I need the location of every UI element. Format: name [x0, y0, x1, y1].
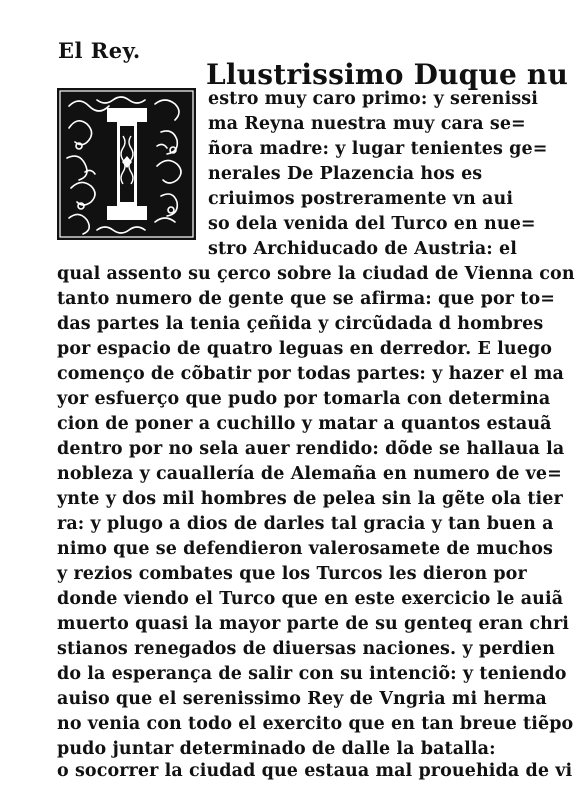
svg-text:I: I [127, 238, 128, 239]
text-line: tanto numero de gente que se afirma: que por to= [57, 289, 555, 309]
text-line: cion de poner a cuchillo y matar a quantos estauã [57, 414, 552, 434]
text-line: no venia con todo el exercito que en tan breue tiẽpo [57, 714, 574, 734]
text-line: ra: y plugo a dios de darles tal gracia y tan buen a [57, 514, 554, 534]
text-line: dentro por no sela auer rendido: dõde se hallaua la [57, 439, 565, 459]
text-line: qual assento su çerco sobre la ciudad de Vienna con [57, 264, 575, 284]
text-line: estro muy caro primo: y serenissi [208, 89, 539, 109]
text-line: nerales De Plazencia hos es [208, 164, 483, 184]
text-line: ynte y dos mil hombres de pelea sin la gẽte ola tier [57, 489, 563, 509]
text-line: començo de cõbatir por todas partes: y hazer el ma [57, 364, 564, 384]
text-line: nobleza y cauallería de Alemaña en numero de ve= [57, 464, 562, 484]
text-line: ma Reyna nuestra muy cara se= [208, 114, 526, 134]
text-line: yor esfuerço que pudo por tomarla con determina [57, 389, 551, 409]
text-line: das partes la tenia çeñida y circũdada d hombres [57, 314, 544, 334]
text-line: auiso que el serenissimo Rey de Vngria mi herma [57, 689, 547, 709]
text-line: muerto quasi la mayor parte de su genteq eran chri [57, 614, 570, 634]
text-line: donde viendo el Turco que en este exercicio le auiã [57, 589, 564, 609]
text-line: do la esperança de salir con su intenciõ: y teniendo [57, 664, 567, 684]
text-line: pudo juntar determinado de dalle la batalla: [57, 739, 496, 759]
document-heading: El Rey. [58, 38, 141, 63]
text-line: stianos renegados de diuersas naciones. y perdien [57, 639, 555, 659]
text-line: por espacio de quatro leguas en derredor. E luego [57, 339, 553, 359]
text-line: nimo que se defendieron valerosamete de muchos [57, 539, 553, 559]
text-line: so dela venida del Turco en nue= [208, 214, 536, 234]
text-line: criuimos postreramente vn aui [208, 189, 514, 209]
text-line: o socorrer la ciudad que estaua mal prouehida de vi [57, 761, 573, 781]
decorated-initial-letter [57, 88, 196, 240]
text-line: stro Archiducado de Austria: el [208, 239, 518, 259]
text-line: ñora madre: y lugar tenientes ge= [208, 139, 548, 159]
first-line: Llustrissimo Duque nu [206, 58, 569, 91]
text-line: y rezios combates que los Turcos les dieron por [57, 564, 527, 584]
